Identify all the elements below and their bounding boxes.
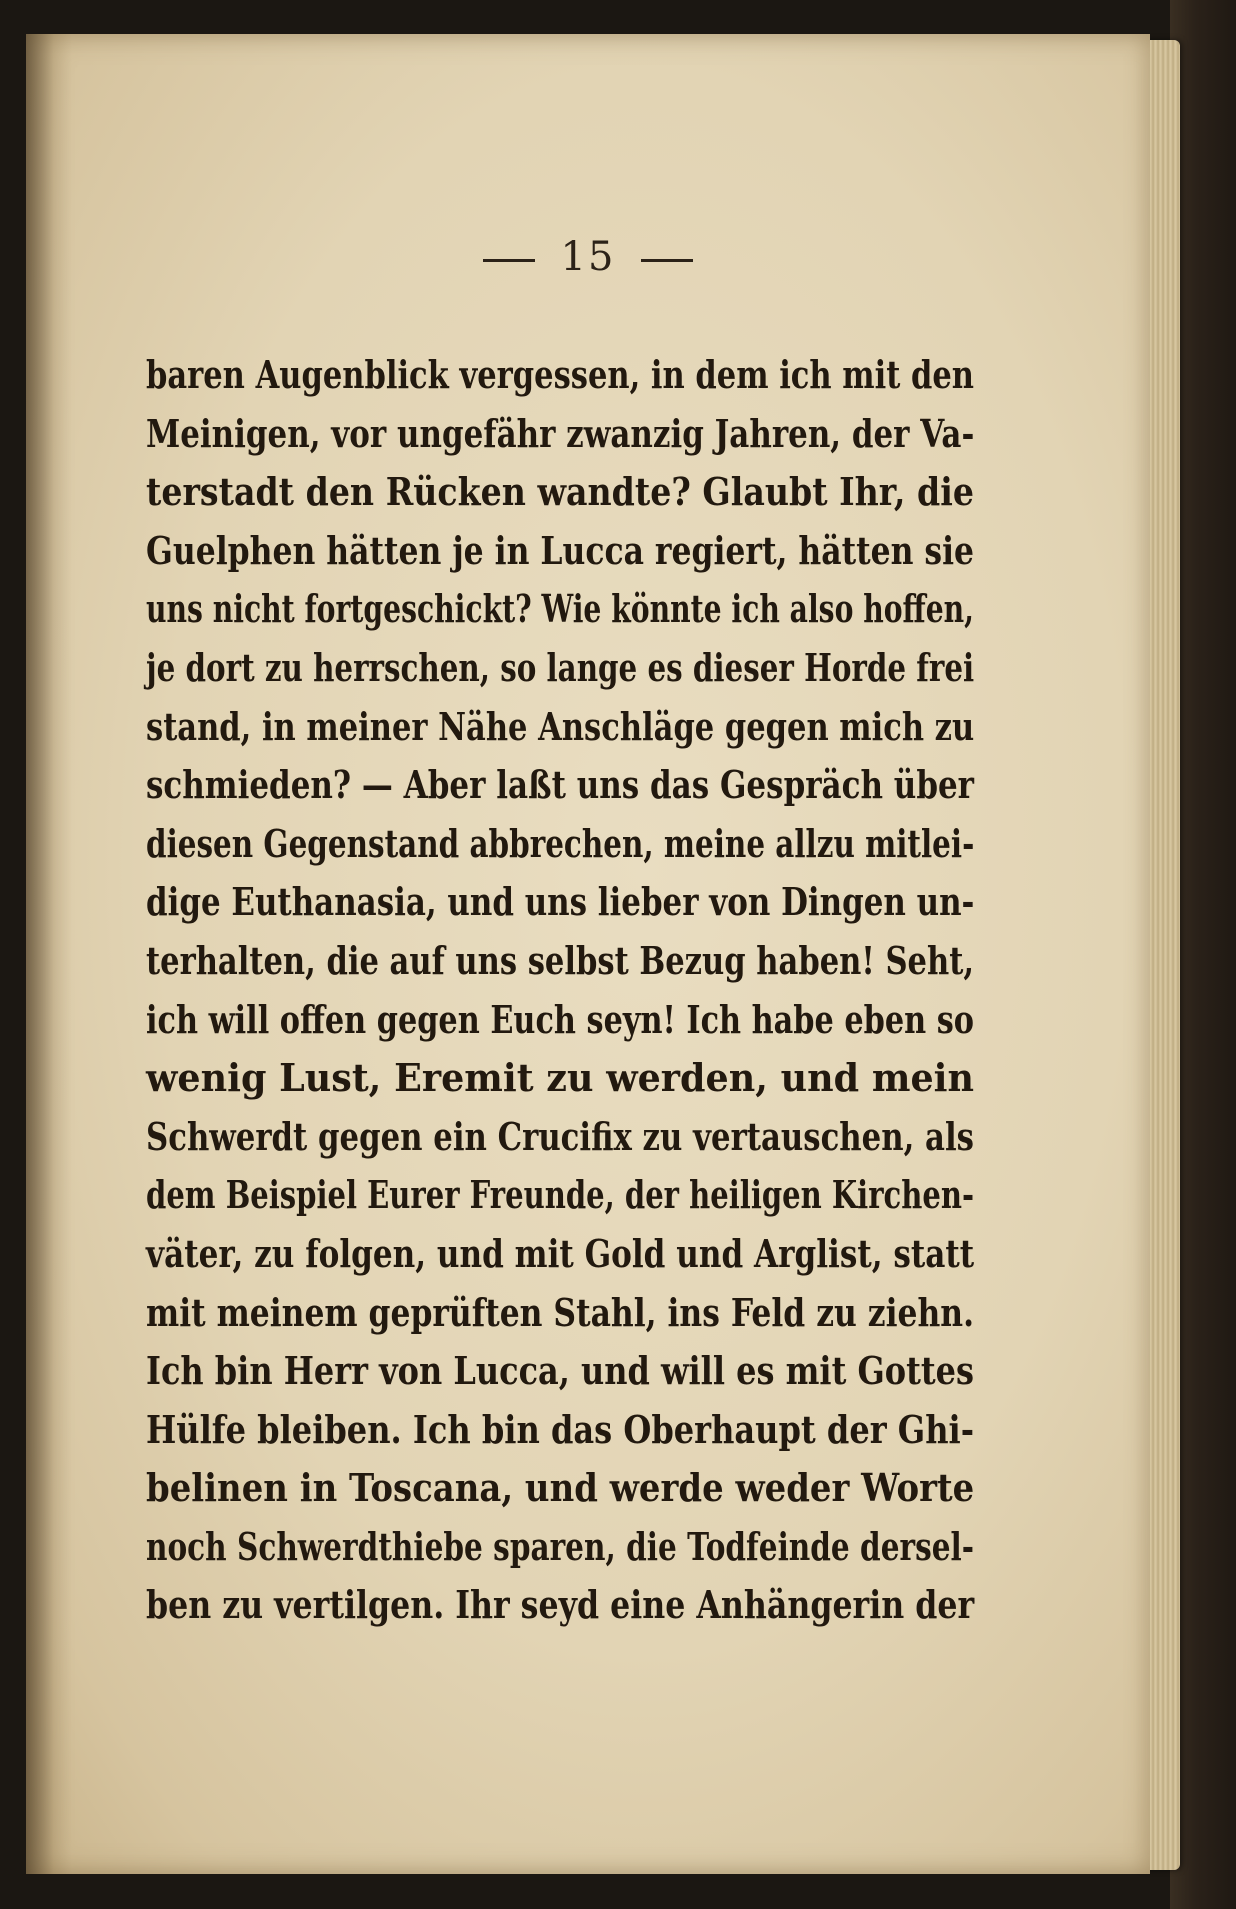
header-dash-left — [483, 259, 535, 262]
text-line: ben zu vertilgen. Ihr seyd eine Anhängerin der — [146, 1582, 975, 1628]
text-line: Ich bin Herr von Lucca, und will es mit Gottes — [146, 1348, 974, 1394]
text-line: väter, zu folgen, und mit Gold und Arglist, statt — [146, 1230, 975, 1276]
text-line: Meinigen, vor ungefähr zwanzig Jahren, der Va- — [146, 410, 975, 456]
text-line: noch Schwerdthiebe sparen, die Todfeinde dersel- — [146, 1523, 974, 1569]
text-line: Hülfe bleiben. Ich bin das Oberhaupt der Ghi- — [146, 1406, 975, 1452]
text-line: baren Augenblick vergessen, in dem ich mit den — [146, 352, 974, 397]
text-line: stand, in meiner Nähe Anschläge gegen mich zu — [146, 703, 975, 749]
text-line: mit meinem geprüften Stahl, ins Feld zu ziehn. — [146, 1289, 974, 1335]
book-page — [26, 34, 1150, 1874]
text-line: ich will offen gegen Euch seyn! Ich habe eben so — [146, 996, 974, 1042]
text-line: je dort zu herrschen, so lange es dieser Horde frei — [146, 644, 975, 690]
text-line: terhalten, die auf uns selbst Bezug haben! Seht, — [146, 937, 974, 983]
page-gutter-shadow — [26, 34, 72, 1874]
text-line: Guelphen hätten je in Lucca regiert, hätten sie — [146, 527, 975, 573]
text-line: wenig Lust, Eremit zu werden, und mein — [146, 1055, 974, 1101]
text-line: dige Euthanasia, und uns lieber von Dingen un- — [146, 879, 975, 925]
page-header — [26, 234, 1150, 280]
text-line: terstadt den Rücken wandte? Glaubt Ihr, die — [146, 469, 974, 515]
text-line: belinen in Toscana, und werde weder Worte — [146, 1465, 975, 1511]
text-line: diesen Gegenstand abbrechen, meine allzu mitlei- — [146, 820, 975, 866]
text-line: Schwerdt gegen ein Crucifix zu vertauschen, als — [146, 1113, 974, 1159]
text-line: schmieden? — Aber laßt uns das Gespräch über — [146, 762, 974, 808]
text-line: uns nicht fortgeschickt? Wie könnte ich also hoffen, — [146, 586, 975, 632]
body-text — [146, 346, 974, 1635]
page-number: 15 — [560, 234, 616, 280]
text-line: dem Beispiel Eurer Freunde, der heiligen Kirchen- — [146, 1172, 974, 1218]
header-dash-right — [641, 259, 693, 262]
